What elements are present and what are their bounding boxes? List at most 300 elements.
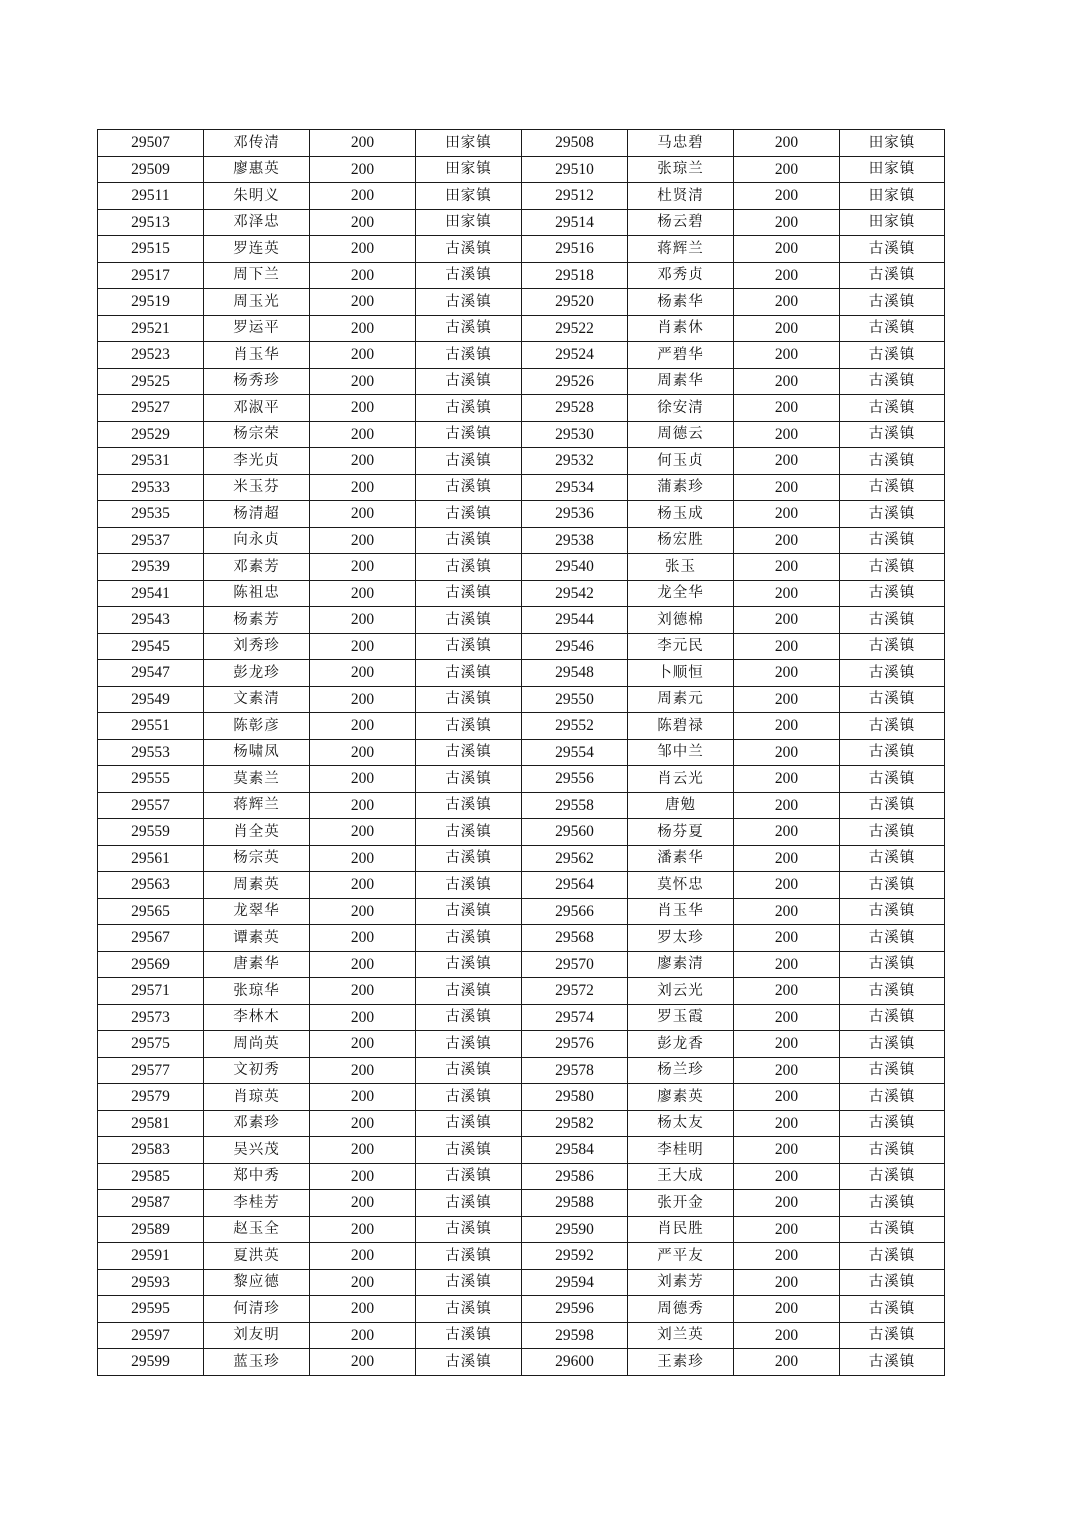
right-person-name-cell: 刘素芳 [628,1269,734,1296]
right-town-name-cell: 田家镇 [840,209,945,236]
left-town-name-cell: 古溪镇 [416,1190,522,1217]
right-town-name-cell: 古溪镇 [840,607,945,634]
right-town-name-cell: 古溪镇 [840,554,945,581]
table-row [98,1163,945,1190]
left-person-name-cell: 向永贞 [204,527,310,554]
left-person-name-cell: 黎应德 [204,1269,310,1296]
right-town-name-cell: 田家镇 [840,183,945,210]
left-record-number-cell: 29535 [98,501,204,528]
left-person-name-cell: 谭素英 [204,925,310,952]
left-record-number-cell: 29597 [98,1322,204,1349]
right-person-name-cell: 杨宏胜 [628,527,734,554]
left-town-name-cell: 古溪镇 [416,448,522,475]
right-person-name-cell: 陈碧禄 [628,713,734,740]
right-town-name-cell: 田家镇 [840,156,945,183]
left-town-name-cell: 古溪镇 [416,792,522,819]
left-amount-cell: 200 [310,1269,416,1296]
right-town-name-cell: 古溪镇 [840,1110,945,1137]
right-amount-cell: 200 [734,342,840,369]
left-town-name-cell: 古溪镇 [416,845,522,872]
left-amount-cell: 200 [310,1296,416,1323]
left-town-name-cell: 古溪镇 [416,925,522,952]
right-amount-cell: 200 [734,554,840,581]
left-person-name-cell: 邓传清 [204,130,310,157]
left-amount-cell: 200 [310,554,416,581]
right-amount-cell: 200 [734,633,840,660]
left-person-name-cell: 周玉光 [204,289,310,316]
right-amount-cell: 200 [734,1349,840,1376]
left-person-name-cell: 杨宗荣 [204,421,310,448]
table-row [98,792,945,819]
left-amount-cell: 200 [310,289,416,316]
right-town-name-cell: 古溪镇 [840,342,945,369]
left-amount-cell: 200 [310,872,416,899]
left-town-name-cell: 田家镇 [416,183,522,210]
left-record-number-cell: 29551 [98,713,204,740]
right-record-number-cell: 29552 [522,713,628,740]
left-person-name-cell: 米玉芬 [204,474,310,501]
right-amount-cell: 200 [734,660,840,687]
left-town-name-cell: 田家镇 [416,156,522,183]
left-person-name-cell: 莫素兰 [204,766,310,793]
table-row [98,633,945,660]
right-record-number-cell: 29580 [522,1084,628,1111]
left-town-name-cell: 古溪镇 [416,739,522,766]
right-person-name-cell: 潘素华 [628,845,734,872]
right-town-name-cell: 古溪镇 [840,1349,945,1376]
left-person-name-cell: 杨清超 [204,501,310,528]
left-record-number-cell: 29589 [98,1216,204,1243]
right-amount-cell: 200 [734,1243,840,1270]
left-record-number-cell: 29515 [98,236,204,263]
right-amount-cell: 200 [734,289,840,316]
right-person-name-cell: 罗玉霞 [628,1004,734,1031]
left-amount-cell: 200 [310,501,416,528]
left-town-name-cell: 古溪镇 [416,289,522,316]
left-person-name-cell: 赵玉全 [204,1216,310,1243]
table-row [98,1004,945,1031]
right-amount-cell: 200 [734,527,840,554]
right-record-number-cell: 29594 [522,1269,628,1296]
left-amount-cell: 200 [310,395,416,422]
left-record-number-cell: 29595 [98,1296,204,1323]
right-town-name-cell: 古溪镇 [840,792,945,819]
right-town-name-cell: 古溪镇 [840,448,945,475]
right-amount-cell: 200 [734,1057,840,1084]
left-town-name-cell: 古溪镇 [416,527,522,554]
left-person-name-cell: 杨秀珍 [204,368,310,395]
left-town-name-cell: 古溪镇 [416,1163,522,1190]
left-record-number-cell: 29545 [98,633,204,660]
right-amount-cell: 200 [734,1031,840,1058]
right-person-name-cell: 刘兰英 [628,1322,734,1349]
right-amount-cell: 200 [734,607,840,634]
left-person-name-cell: 周素英 [204,872,310,899]
left-town-name-cell: 古溪镇 [416,1004,522,1031]
left-town-name-cell: 古溪镇 [416,713,522,740]
right-person-name-cell: 周德秀 [628,1296,734,1323]
right-town-name-cell: 田家镇 [840,130,945,157]
left-town-name-cell: 古溪镇 [416,1057,522,1084]
left-amount-cell: 200 [310,925,416,952]
table-row [98,474,945,501]
left-record-number-cell: 29509 [98,156,204,183]
right-record-number-cell: 29524 [522,342,628,369]
right-amount-cell: 200 [734,501,840,528]
table-row [98,209,945,236]
left-person-name-cell: 唐素华 [204,951,310,978]
right-town-name-cell: 古溪镇 [840,1216,945,1243]
left-person-name-cell: 龙翠华 [204,898,310,925]
right-person-name-cell: 徐安清 [628,395,734,422]
left-record-number-cell: 29583 [98,1137,204,1164]
subsidy-roster-table [97,129,945,1376]
table-row [98,262,945,289]
left-record-number-cell: 29549 [98,686,204,713]
table-row [98,342,945,369]
left-record-number-cell: 29587 [98,1190,204,1217]
left-town-name-cell: 田家镇 [416,209,522,236]
table-row [98,448,945,475]
right-person-name-cell: 何玉贞 [628,448,734,475]
left-amount-cell: 200 [310,1084,416,1111]
left-town-name-cell: 古溪镇 [416,766,522,793]
right-record-number-cell: 29548 [522,660,628,687]
right-record-number-cell: 29564 [522,872,628,899]
right-person-name-cell: 邓秀贞 [628,262,734,289]
right-person-name-cell: 杨云碧 [628,209,734,236]
left-person-name-cell: 陈彰彦 [204,713,310,740]
right-record-number-cell: 29538 [522,527,628,554]
right-town-name-cell: 古溪镇 [840,1004,945,1031]
right-amount-cell: 200 [734,1084,840,1111]
right-record-number-cell: 29526 [522,368,628,395]
right-record-number-cell: 29508 [522,130,628,157]
right-person-name-cell: 卜顺恒 [628,660,734,687]
left-record-number-cell: 29567 [98,925,204,952]
right-town-name-cell: 古溪镇 [840,713,945,740]
table-row [98,1269,945,1296]
left-town-name-cell: 古溪镇 [416,1137,522,1164]
left-person-name-cell: 肖琼英 [204,1084,310,1111]
table-row [98,368,945,395]
right-amount-cell: 200 [734,580,840,607]
table-row [98,951,945,978]
right-record-number-cell: 29592 [522,1243,628,1270]
right-record-number-cell: 29554 [522,739,628,766]
right-record-number-cell: 29516 [522,236,628,263]
left-record-number-cell: 29537 [98,527,204,554]
left-person-name-cell: 蒋辉兰 [204,792,310,819]
left-record-number-cell: 29543 [98,607,204,634]
left-amount-cell: 200 [310,580,416,607]
left-record-number-cell: 29579 [98,1084,204,1111]
right-town-name-cell: 古溪镇 [840,315,945,342]
right-person-name-cell: 杨太友 [628,1110,734,1137]
left-amount-cell: 200 [310,315,416,342]
left-amount-cell: 200 [310,1110,416,1137]
right-person-name-cell: 廖素清 [628,951,734,978]
left-record-number-cell: 29513 [98,209,204,236]
right-amount-cell: 200 [734,872,840,899]
left-amount-cell: 200 [310,660,416,687]
right-town-name-cell: 古溪镇 [840,660,945,687]
left-person-name-cell: 李林木 [204,1004,310,1031]
left-town-name-cell: 古溪镇 [416,236,522,263]
right-record-number-cell: 29560 [522,819,628,846]
left-record-number-cell: 29555 [98,766,204,793]
left-record-number-cell: 29523 [98,342,204,369]
table-row [98,660,945,687]
right-person-name-cell: 龙全华 [628,580,734,607]
left-record-number-cell: 29561 [98,845,204,872]
left-person-name-cell: 李光贞 [204,448,310,475]
right-record-number-cell: 29536 [522,501,628,528]
left-amount-cell: 200 [310,1190,416,1217]
left-amount-cell: 200 [310,951,416,978]
left-person-name-cell: 周下兰 [204,262,310,289]
left-person-name-cell: 蓝玉珍 [204,1349,310,1376]
table-row [98,925,945,952]
right-person-name-cell: 肖云光 [628,766,734,793]
right-person-name-cell: 严碧华 [628,342,734,369]
right-amount-cell: 200 [734,130,840,157]
left-person-name-cell: 朱明义 [204,183,310,210]
table-row [98,421,945,448]
right-record-number-cell: 29600 [522,1349,628,1376]
left-person-name-cell: 刘友明 [204,1322,310,1349]
left-record-number-cell: 29581 [98,1110,204,1137]
left-town-name-cell: 古溪镇 [416,872,522,899]
left-person-name-cell: 文初秀 [204,1057,310,1084]
table-row [98,739,945,766]
right-record-number-cell: 29590 [522,1216,628,1243]
left-amount-cell: 200 [310,209,416,236]
right-amount-cell: 200 [734,1110,840,1137]
right-person-name-cell: 肖素休 [628,315,734,342]
left-town-name-cell: 古溪镇 [416,262,522,289]
left-amount-cell: 200 [310,898,416,925]
table-row [98,766,945,793]
right-town-name-cell: 古溪镇 [840,898,945,925]
left-record-number-cell: 29585 [98,1163,204,1190]
right-person-name-cell: 罗太珍 [628,925,734,952]
left-record-number-cell: 29571 [98,978,204,1005]
right-amount-cell: 200 [734,739,840,766]
right-record-number-cell: 29572 [522,978,628,1005]
table-row [98,1190,945,1217]
left-town-name-cell: 古溪镇 [416,1269,522,1296]
table-row [98,607,945,634]
left-town-name-cell: 古溪镇 [416,1216,522,1243]
left-amount-cell: 200 [310,713,416,740]
left-town-name-cell: 古溪镇 [416,580,522,607]
left-amount-cell: 200 [310,739,416,766]
table-row [98,554,945,581]
left-town-name-cell: 古溪镇 [416,633,522,660]
left-amount-cell: 200 [310,1057,416,1084]
left-record-number-cell: 29573 [98,1004,204,1031]
left-town-name-cell: 古溪镇 [416,554,522,581]
right-town-name-cell: 古溪镇 [840,1296,945,1323]
left-record-number-cell: 29577 [98,1057,204,1084]
right-town-name-cell: 古溪镇 [840,527,945,554]
left-amount-cell: 200 [310,156,416,183]
left-record-number-cell: 29533 [98,474,204,501]
right-town-name-cell: 古溪镇 [840,686,945,713]
right-amount-cell: 200 [734,368,840,395]
table-row [98,1110,945,1137]
left-record-number-cell: 29517 [98,262,204,289]
right-amount-cell: 200 [734,448,840,475]
left-record-number-cell: 29563 [98,872,204,899]
left-amount-cell: 200 [310,421,416,448]
left-amount-cell: 200 [310,845,416,872]
right-record-number-cell: 29558 [522,792,628,819]
left-town-name-cell: 古溪镇 [416,342,522,369]
right-town-name-cell: 古溪镇 [840,845,945,872]
right-person-name-cell: 蒲素珍 [628,474,734,501]
left-amount-cell: 200 [310,262,416,289]
right-town-name-cell: 古溪镇 [840,1269,945,1296]
left-record-number-cell: 29599 [98,1349,204,1376]
left-town-name-cell: 古溪镇 [416,1110,522,1137]
right-town-name-cell: 古溪镇 [840,262,945,289]
right-town-name-cell: 古溪镇 [840,766,945,793]
right-town-name-cell: 古溪镇 [840,1243,945,1270]
left-town-name-cell: 古溪镇 [416,421,522,448]
right-town-name-cell: 古溪镇 [840,925,945,952]
left-amount-cell: 200 [310,1163,416,1190]
right-person-name-cell: 肖民胜 [628,1216,734,1243]
left-town-name-cell: 古溪镇 [416,1296,522,1323]
table-row [98,1057,945,1084]
right-person-name-cell: 莫怀忠 [628,872,734,899]
left-town-name-cell: 田家镇 [416,130,522,157]
table-row [98,1322,945,1349]
right-amount-cell: 200 [734,236,840,263]
right-record-number-cell: 29586 [522,1163,628,1190]
right-record-number-cell: 29578 [522,1057,628,1084]
table-row [98,183,945,210]
right-town-name-cell: 古溪镇 [840,951,945,978]
right-town-name-cell: 古溪镇 [840,474,945,501]
right-amount-cell: 200 [734,156,840,183]
left-amount-cell: 200 [310,183,416,210]
left-person-name-cell: 杨啸凤 [204,739,310,766]
left-town-name-cell: 古溪镇 [416,1349,522,1376]
left-person-name-cell: 肖全英 [204,819,310,846]
right-person-name-cell: 张玉 [628,554,734,581]
right-person-name-cell: 周素华 [628,368,734,395]
left-amount-cell: 200 [310,342,416,369]
table-row [98,289,945,316]
right-amount-cell: 200 [734,819,840,846]
right-record-number-cell: 29582 [522,1110,628,1137]
left-person-name-cell: 吴兴茂 [204,1137,310,1164]
left-record-number-cell: 29559 [98,819,204,846]
left-amount-cell: 200 [310,130,416,157]
right-amount-cell: 200 [734,315,840,342]
right-person-name-cell: 杨兰珍 [628,1057,734,1084]
right-amount-cell: 200 [734,845,840,872]
right-person-name-cell: 王素珍 [628,1349,734,1376]
right-amount-cell: 200 [734,713,840,740]
left-town-name-cell: 古溪镇 [416,951,522,978]
right-record-number-cell: 29512 [522,183,628,210]
right-person-name-cell: 刘德棉 [628,607,734,634]
right-record-number-cell: 29598 [522,1322,628,1349]
table-row [98,156,945,183]
right-record-number-cell: 29530 [522,421,628,448]
right-amount-cell: 200 [734,209,840,236]
right-person-name-cell: 周素元 [628,686,734,713]
table-row [98,527,945,554]
table-row [98,872,945,899]
left-record-number-cell: 29525 [98,368,204,395]
right-town-name-cell: 古溪镇 [840,633,945,660]
left-town-name-cell: 古溪镇 [416,819,522,846]
table-row [98,1349,945,1376]
left-record-number-cell: 29519 [98,289,204,316]
left-town-name-cell: 古溪镇 [416,898,522,925]
right-person-name-cell: 周德云 [628,421,734,448]
left-amount-cell: 200 [310,792,416,819]
table-row [98,580,945,607]
right-amount-cell: 200 [734,925,840,952]
right-person-name-cell: 廖素英 [628,1084,734,1111]
left-person-name-cell: 彭龙珍 [204,660,310,687]
left-record-number-cell: 29531 [98,448,204,475]
left-amount-cell: 200 [310,1243,416,1270]
table-row [98,1031,945,1058]
left-amount-cell: 200 [310,236,416,263]
left-record-number-cell: 29557 [98,792,204,819]
right-record-number-cell: 29550 [522,686,628,713]
left-town-name-cell: 古溪镇 [416,607,522,634]
left-amount-cell: 200 [310,527,416,554]
left-person-name-cell: 邓素芳 [204,554,310,581]
left-town-name-cell: 古溪镇 [416,395,522,422]
right-town-name-cell: 古溪镇 [840,978,945,1005]
table-row [98,1084,945,1111]
right-record-number-cell: 29540 [522,554,628,581]
right-person-name-cell: 蒋辉兰 [628,236,734,263]
right-record-number-cell: 29576 [522,1031,628,1058]
right-town-name-cell: 古溪镇 [840,395,945,422]
right-record-number-cell: 29584 [522,1137,628,1164]
left-amount-cell: 200 [310,368,416,395]
right-person-name-cell: 张开金 [628,1190,734,1217]
left-amount-cell: 200 [310,1349,416,1376]
left-town-name-cell: 古溪镇 [416,1084,522,1111]
left-record-number-cell: 29591 [98,1243,204,1270]
right-person-name-cell: 李元民 [628,633,734,660]
right-amount-cell: 200 [734,1137,840,1164]
left-record-number-cell: 29521 [98,315,204,342]
right-town-name-cell: 古溪镇 [840,872,945,899]
right-person-name-cell: 唐勉 [628,792,734,819]
left-town-name-cell: 古溪镇 [416,315,522,342]
left-person-name-cell: 邓素珍 [204,1110,310,1137]
right-person-name-cell: 王大成 [628,1163,734,1190]
left-person-name-cell: 何清珍 [204,1296,310,1323]
right-record-number-cell: 29596 [522,1296,628,1323]
right-person-name-cell: 杨素华 [628,289,734,316]
right-town-name-cell: 古溪镇 [840,1137,945,1164]
table-row [98,1243,945,1270]
right-amount-cell: 200 [734,951,840,978]
